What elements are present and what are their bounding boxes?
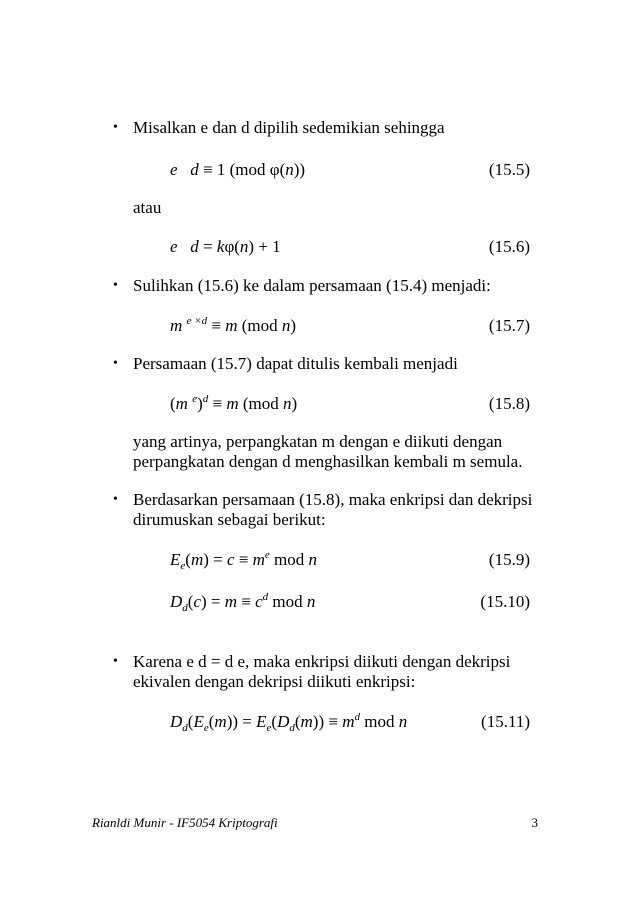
eq-number-15-9: (15.9) [488, 550, 530, 569]
bullet-3-text: Persamaan (15.7) dapat ditulis kembali menjadi [133, 354, 458, 373]
equation-15-10: $D_d(c) = m \equiv c^d$ mod n [170, 591, 316, 614]
eq-number-15-10: (15.10) [480, 592, 530, 611]
bullet-4: • [113, 492, 118, 507]
equation-15-11: $D_d(E_e(m)) = E_e(D_d(m)) \equiv m^d$ mod n [170, 711, 408, 734]
bullet-1: • [113, 120, 118, 135]
bullet-2: • [113, 278, 118, 293]
explanation-line-1: yang artinya, perpangkatan m dengan e diikuti dengan [133, 432, 503, 451]
bullet-5-line-2: ekivalen dengan dekripsi diikuti enkripsi: [133, 672, 416, 691]
eq-number-15-7: (15.7) [488, 316, 530, 335]
eq-number-15-8: (15.8) [488, 394, 530, 413]
bullet-2-text: Sulihkan (15.6) ke dalam persamaan (15.4) menjadi: [133, 276, 491, 295]
bullet-3: • [113, 356, 118, 371]
equation-15-5: e d ≡ 1 (mod φ(n)) [170, 160, 306, 179]
footer-author: Rianldi Munir - IF5054 Kriptografi [92, 815, 278, 830]
atau-text: atau [133, 198, 162, 217]
eq-number-15-11: (15.11) [481, 712, 530, 731]
explanation-line-2: perpangkatan dengan d menghasilkan kembali m semula. [133, 452, 523, 471]
eq-number-15-6: (15.6) [488, 237, 530, 256]
equation-15-8: (m $^e$)$^d$ ≡ m (mod n) [170, 393, 298, 413]
bullet-5: • [113, 654, 118, 669]
footer-page-number: 3 [531, 815, 538, 830]
equation-15-6: e d = kφ(n) + 1 [170, 237, 281, 256]
equation-15-9: $E_e(m) = c \equiv m^e$ mod n [170, 549, 318, 572]
equation-15-7: m $^{e \times d}$ ≡ m (mod n) [170, 315, 297, 335]
bullet-4-line-2: dirumuskan sebagai berikut: [133, 510, 326, 529]
bullet-5-line-1: Karena e d = d e, maka enkripsi diikuti dengan dekripsi [133, 652, 511, 671]
eq-number-15-5: (15.5) [488, 160, 530, 179]
bullet-1-text: Misalkan e dan d dipilih sedemikian sehingga [133, 118, 445, 137]
bullet-4-line-1: Berdasarkan persamaan (15.8), maka enkripsi dan dekripsi [133, 490, 533, 509]
